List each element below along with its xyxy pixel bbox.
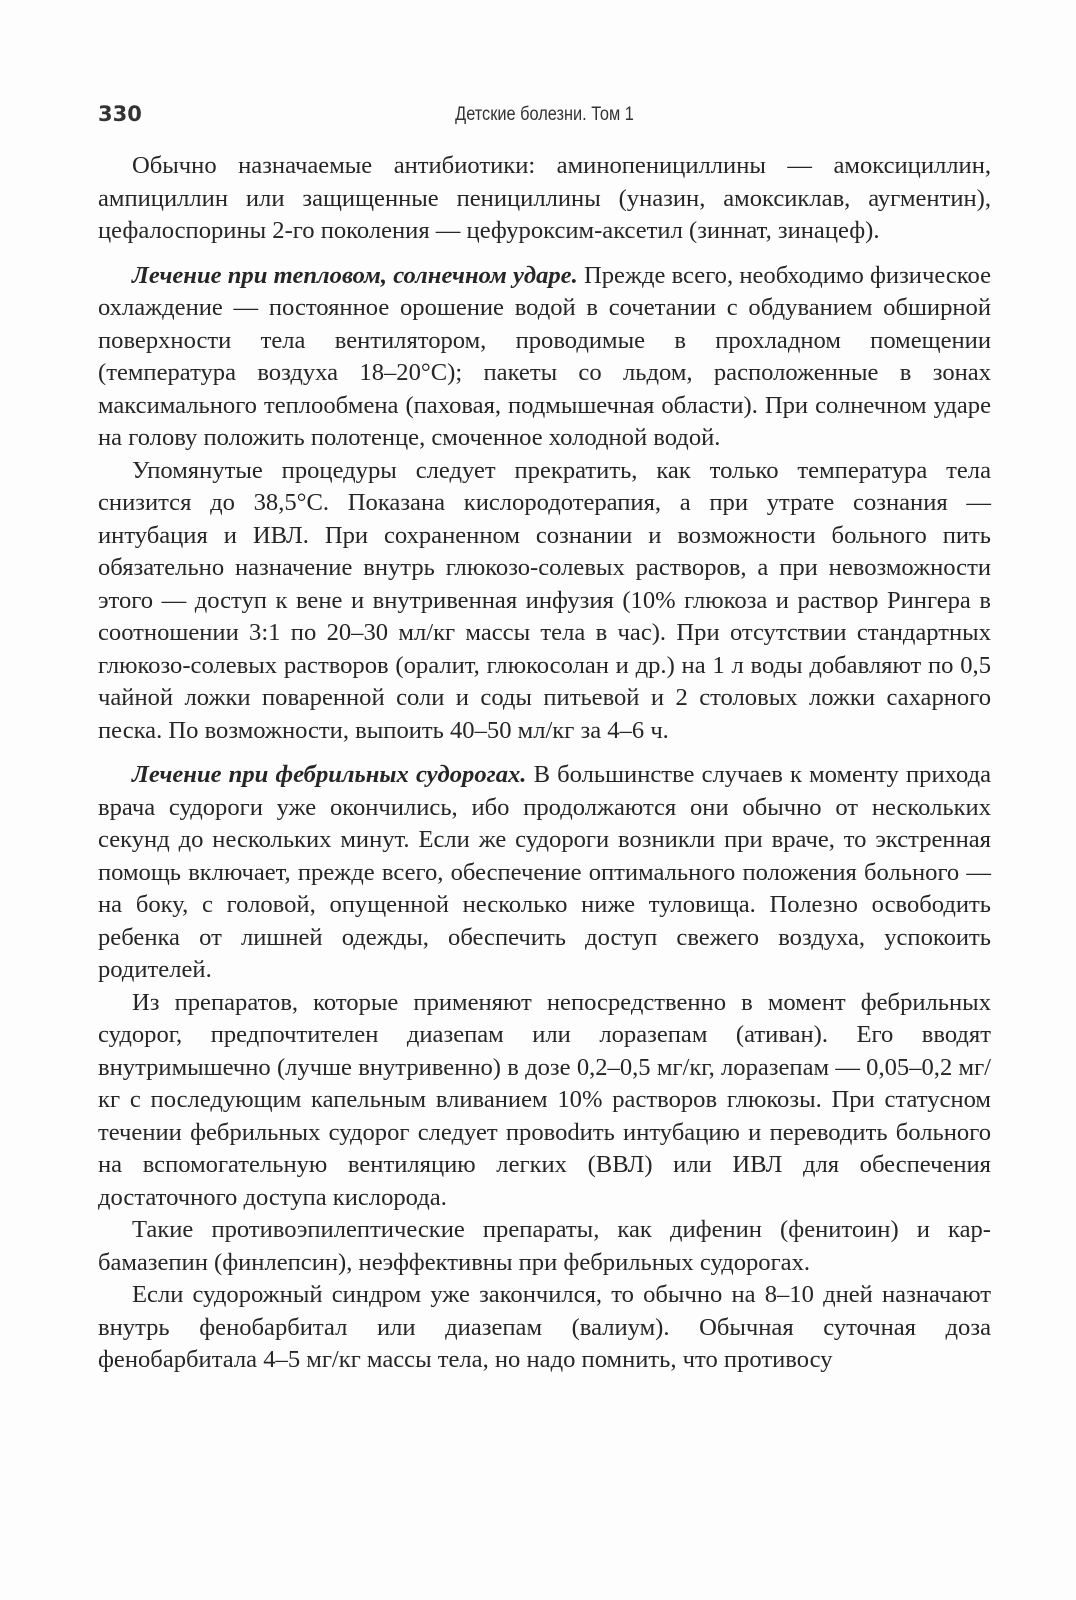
paragraph-drugs — [98, 987, 991, 1215]
page-number: 330 — [98, 102, 142, 126]
paragraph-antibiotics — [98, 150, 991, 248]
paragraph-text: Из препаратов, которые применяют непосредственно в момент фебрильных судорог, предпочтителен диазепам или лоразепам (ативан). Его вводят внутримышечно (лучше внутривенно) в дозе 0,2–0,5 мг/кг, лоразепам — 0,05–0,2 мг/кг с последующим капельным вливанием 10% растворов глюкозы. При статусном течении фебрильных судорог следует провоdить интубацию и переводить больного на вспомогательную вентиляцию легких (ВВЛ) или ИВЛ для обеспечения достаточного доступа кислорода. — [98, 988, 991, 1211]
paragraph-text: Обычно назначаемые антибиотики: аминопенициллины — амоксициллин, ампициллин или защищенные пенициллины (уназин, амоксиклав, аугментин), цефалоспорины 2-го поколения — цефуроксим-аксетил (зиннат, зинацеф). — [98, 152, 991, 244]
paragraph-antiepileptics — [98, 1214, 991, 1279]
paragraph-text: Если судорожный синдром уже закончился, то обычно на 8–10 дней назначают внутрь фенобарбитал или диазепам (валиум). Обычная суточная доза фенобарбитала 4–5 мг/кг массы тела, но надо помнить, что противосу — [98, 1281, 991, 1373]
paragraph-febrile-seizures — [98, 759, 991, 987]
page-header — [98, 102, 991, 132]
paragraph-text: Упомянутые процедуры следует прекратить, как только температура тела снизится до 38,5°С. Показана кислородотерапия, а при утрате сознания — интубация и ИВЛ. При сохраненном сознании и возможности больного пить обязательно назначение внутрь глюкозо-солевых растворов, а при невозможности этого — доступ к вене и внутривенная инфузия (10% глюкоза и раствор Рингера в соотношении 3:1 по 20–30 мл/кг массы тела в час). При отсутствии стандартных глюкозо-солевых растворов (оралит, глюкосолан и др.) на 1 л воды добавляют по 0,5 чайной ложки поваренной соли и соды питьевой и 2 столовых ложки сахарного песка. По возможности, выпоить 40–50 мл/кг за 4–6 ч. — [98, 456, 991, 744]
paragraph-text: Прежде всего, необходимо физическое охлаждение — постоянное орошение водой в сочетании с обдуванием обширной поверхности тела вентилятором, проводимые в прохладном помещении (температура воздуха 18–20°С); пакеты со льдом, расположенные в зонах максимального теплообмена (паховая, подмышечная области). При солнечном ударе на голову положить полотенце, смоченное холодной водой. — [98, 261, 991, 451]
paragraph-phenobarbital — [98, 1279, 991, 1377]
paragraph-text: Такие противоэпилептические препараты, как дифенин (фенитоин) и карбамазепин (финлепсин), неэффективны при фебрильных судорогах. — [98, 1216, 991, 1276]
paragraph-procedures — [98, 455, 991, 748]
paragraph-heatstroke — [98, 260, 991, 455]
section-heading-heatstroke: Лечение при тепловом, солнечном ударе. — [132, 261, 578, 289]
body-text — [98, 150, 991, 1377]
section-heading-febrile-seizures: Лечение при фебрильных судорогах. — [132, 761, 527, 788]
running-title: Детские болезни. Том 1 — [455, 104, 634, 125]
paragraph-text: В большинстве случаев к моменту прихода врача судороги уже окончились, ибо продолжаются они обычно от нескольких секунд до нескольких минут. Если же судороги возникли при враче, то экстренная помощь включает, прежде всего, обеспечение оптимального положения больного — на боку, с головой, опущенной несколько ниже туловища. Полезно освободить ребенка от лишней одежды, обеспечить доступ свежего воздуха, успокоить родителей. — [98, 761, 991, 983]
